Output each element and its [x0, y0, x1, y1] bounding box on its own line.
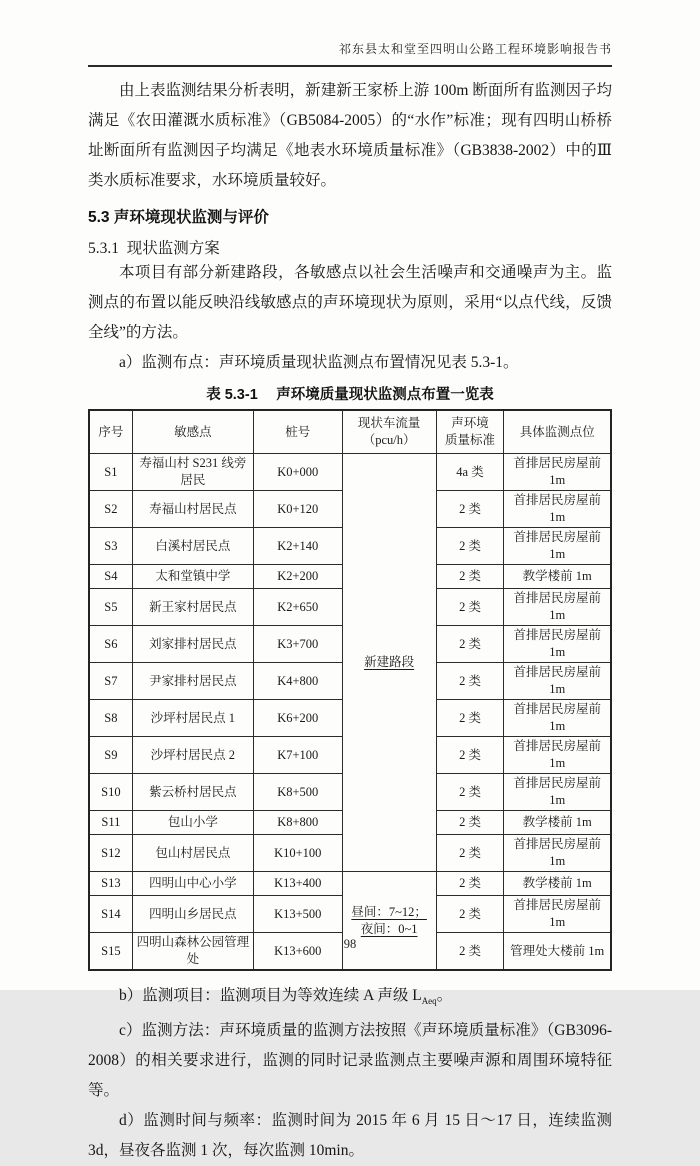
monitoring-location-cell: 首排居民房屋前 1m — [504, 737, 611, 774]
stake-number-cell: K13+500 — [253, 896, 342, 933]
row-index-cell: S9 — [89, 737, 132, 774]
noise-standard-cell: 4a 类 — [436, 454, 504, 491]
sensitive-point-cell: 寿福山村 S231 线旁居民 — [132, 454, 253, 491]
noise-standard-cell: 2 类 — [436, 700, 504, 737]
col-header-standard-line1: 声环境 — [451, 416, 489, 430]
monitoring-location-cell: 首排居民房屋前 1m — [504, 700, 611, 737]
row-index-cell: S1 — [89, 454, 132, 491]
row-index-cell: S8 — [89, 700, 132, 737]
stake-number-cell: K8+800 — [253, 811, 342, 835]
stake-number-cell: K6+200 — [253, 700, 342, 737]
table-row — [89, 872, 611, 896]
row-index-cell: S2 — [89, 491, 132, 528]
traffic-volume-merged-cell — [342, 454, 436, 872]
row-index-cell: S15 — [89, 933, 132, 971]
col-header-traffic-line2: （pcu/h） — [362, 433, 416, 447]
traffic-volume-merged-cell — [342, 872, 436, 971]
stake-number-cell: K13+400 — [253, 872, 342, 896]
sensitive-point-cell: 四明山森林公园管理处 — [132, 933, 253, 971]
stake-number-cell: K10+100 — [253, 835, 342, 872]
sensitive-point-cell: 太和堂镇中学 — [132, 565, 253, 589]
table-header-row — [89, 410, 611, 454]
table-title: 表 5.3-1 声环境质量现状监测点布置一览表 — [206, 387, 494, 403]
paragraph-item-a: a）监测布点：声环境质量现状监测点布置情况见表 5.3-1。 — [119, 354, 519, 371]
table-row — [89, 454, 611, 491]
row-index-cell: S10 — [89, 774, 132, 811]
noise-standard-cell: 2 类 — [436, 589, 504, 626]
stake-number-cell: K2+200 — [253, 565, 342, 589]
paragraph-water-quality-conclusion: 由上表监测结果分析表明，新建新王家桥上游 100m 断面所有监测因子均满足《农田灌溉水质标准》（GB5084-2005）的“水作”标准；现有四明山桥桥址断面所有监测因子均满足《地表水环境质量标准》（GB3838-2002）中的Ⅲ类水质标准要求，水环境质量较好。 — [88, 82, 612, 189]
monitoring-location-cell: 首排居民房屋前 1m — [504, 896, 611, 933]
noise-standard-cell: 2 类 — [436, 528, 504, 565]
stake-number-cell: K3+700 — [253, 626, 342, 663]
stake-number-cell: K2+650 — [253, 589, 342, 626]
heading-5-3-1: 5.3.1 现状监测方案 — [88, 240, 220, 257]
item-b-period: 。 — [436, 987, 453, 1004]
paragraph-item-c: c）监测方法：声环境质量的监测方法按照《声环境质量标准》（GB3096-2008）的相关要求进行，监测的同时记录监测点主要噪声源和周围环境特征等。 — [88, 1022, 612, 1100]
row-index-cell: S5 — [89, 589, 132, 626]
stake-number-cell: K0+120 — [253, 491, 342, 528]
sensitive-point-cell: 新王家村居民点 — [132, 589, 253, 626]
noise-standard-cell: 2 类 — [436, 872, 504, 896]
paragraph-item-d: d）监测时间与频率：监测时间为 2015 年 6 月 15 日～17 日，连续监测 3d，昼夜各监测 1 次，每次监测 10min。 — [88, 1112, 612, 1160]
monitoring-location-cell: 首排居民房屋前 1m — [504, 528, 611, 565]
stake-number-cell: K4+800 — [253, 663, 342, 700]
stake-number-cell: K8+500 — [253, 774, 342, 811]
sensitive-point-cell: 白溪村居民点 — [132, 528, 253, 565]
sensitive-point-cell: 四明山乡居民点 — [132, 896, 253, 933]
monitoring-location-cell: 管理处大楼前 1m — [504, 933, 611, 971]
header-rule — [88, 65, 612, 67]
running-header-title: 祁东县太和堂至四明山公路工程环境影响报告书 — [338, 42, 612, 56]
col-header-standard-line2: 质量标准 — [445, 433, 496, 447]
sensitive-point-cell: 尹家排村居民点 — [132, 663, 253, 700]
noise-standard-cell: 2 类 — [436, 565, 504, 589]
col-header-traffic — [342, 410, 436, 454]
row-index-cell: S11 — [89, 811, 132, 835]
row-index-cell: S6 — [89, 626, 132, 663]
noise-standard-cell: 2 类 — [436, 896, 504, 933]
noise-standard-cell: 2 类 — [436, 835, 504, 872]
col-header-standard — [436, 410, 504, 454]
col-header-stake: 桩号 — [253, 410, 342, 454]
traffic-volume-text: 昼间：7~12；夜间：0~1 — [351, 904, 427, 936]
noise-standard-cell: 2 类 — [436, 491, 504, 528]
row-index-cell: S12 — [89, 835, 132, 872]
traffic-volume-text: 新建路段 — [364, 655, 415, 669]
paragraph-item-b — [88, 981, 612, 1016]
monitoring-location-cell: 首排居民房屋前 1m — [504, 454, 611, 491]
col-header-sensitive-point: 敏感点 — [132, 410, 253, 454]
monitoring-location-cell: 教学楼前 1m — [504, 565, 611, 589]
sensitive-point-cell: 紫云桥村居民点 — [132, 774, 253, 811]
sensitive-point-cell: 刘家排村居民点 — [132, 626, 253, 663]
monitoring-location-cell: 首排居民房屋前 1m — [504, 835, 611, 872]
heading-5-3: 5.3 声环境现状监测与评价 — [88, 209, 269, 226]
noise-standard-cell: 2 类 — [436, 737, 504, 774]
item-b-text: b）监测项目：监测项目为等效连续 A 声级 L — [119, 987, 422, 1004]
noise-monitoring-points-table — [88, 409, 612, 971]
monitoring-location-cell: 首排居民房屋前 1m — [504, 589, 611, 626]
sensitive-point-cell: 包山村居民点 — [132, 835, 253, 872]
stake-number-cell: K7+100 — [253, 737, 342, 774]
noise-standard-cell: 2 类 — [436, 626, 504, 663]
sensitive-point-cell: 寿福山村居民点 — [132, 491, 253, 528]
col-header-index: 序号 — [89, 410, 132, 454]
sensitive-point-cell: 沙坪村居民点 1 — [132, 700, 253, 737]
row-index-cell: S3 — [89, 528, 132, 565]
sensitive-point-cell: 沙坪村居民点 2 — [132, 737, 253, 774]
sensitive-point-cell: 包山小学 — [132, 811, 253, 835]
noise-standard-cell: 2 类 — [436, 663, 504, 700]
monitoring-location-cell: 教学楼前 1m — [504, 872, 611, 896]
row-index-cell: S7 — [89, 663, 132, 700]
paragraph-monitoring-plan-intro: 本项目有部分新建路段，各敏感点以社会生活噪声和交通噪声为主。监测点的布置以能反映沿线敏感点的声环境现状为原则，采用“以点代线，反馈全线”的方法。 — [88, 264, 612, 341]
monitoring-location-cell: 首排居民房屋前 1m — [504, 774, 611, 811]
stake-number-cell: K0+000 — [253, 454, 342, 491]
stake-number-cell: K2+140 — [253, 528, 342, 565]
noise-standard-cell: 2 类 — [436, 811, 504, 835]
sensitive-point-cell: 四明山中心小学 — [132, 872, 253, 896]
row-index-cell: S4 — [89, 565, 132, 589]
row-index-cell: S14 — [89, 896, 132, 933]
monitoring-location-cell: 教学楼前 1m — [504, 811, 611, 835]
item-b-subscript: Aeq — [421, 996, 437, 1007]
col-header-traffic-line1: 现状车流量 — [357, 416, 421, 430]
page-number: 98 — [343, 937, 357, 951]
noise-standard-cell: 2 类 — [436, 774, 504, 811]
row-index-cell: S13 — [89, 872, 132, 896]
noise-standard-cell: 2 类 — [436, 933, 504, 971]
monitoring-location-cell: 首排居民房屋前 1m — [504, 626, 611, 663]
stake-number-cell: K13+600 — [253, 933, 342, 971]
monitoring-location-cell: 首排居民房屋前 1m — [504, 491, 611, 528]
monitoring-location-cell: 首排居民房屋前 1m — [504, 663, 611, 700]
col-header-location: 具体监测点位 — [504, 410, 611, 454]
